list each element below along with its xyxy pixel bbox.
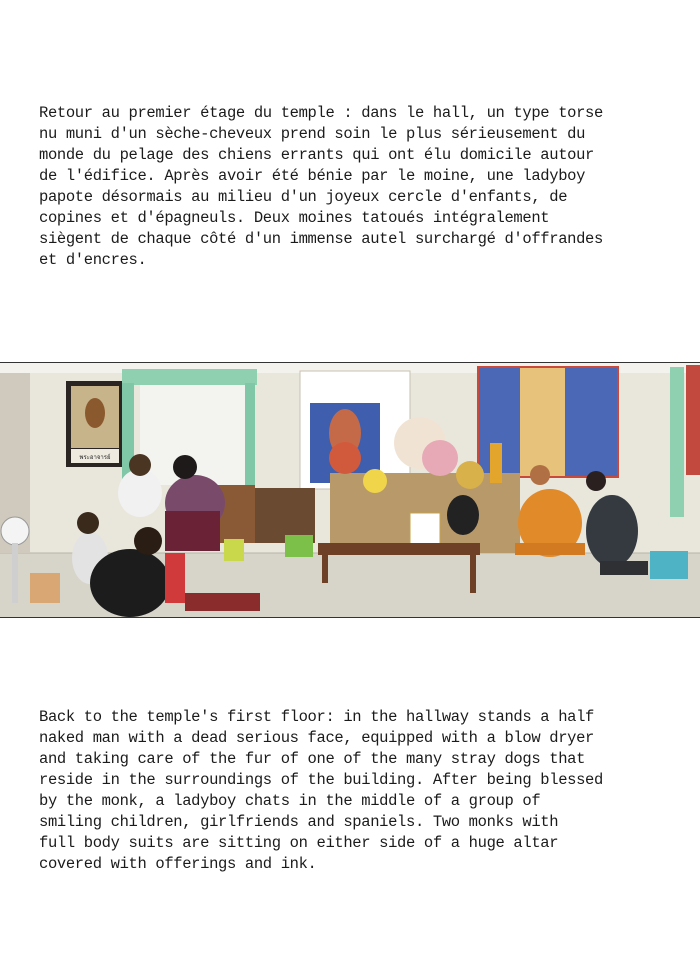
blue-stool — [650, 551, 688, 579]
temple-hall-photo — [0, 362, 700, 618]
framed-poster — [66, 381, 124, 467]
center-window — [300, 371, 410, 489]
green-curtain-right — [670, 367, 684, 517]
fan — [1, 517, 29, 545]
green-stool — [285, 535, 313, 557]
french-paragraph: Retour au premier étage du temple : dans le hall, un type torse nu muni d'un sèche-cheveux prend soin le plus sérieusement du monde du pelage des chiens errants qui ont élu domicile autour de l'édifice. Après avoir été bénie par le moine, une ladyboy papote désormais au milieu d'un joyeux cercle d'enfants, de copines et d'épagneuls. Deux moines tatoués intégralement siègent de chaque côté d'un immense autel surchargé d'offrandes et d'encres. — [39, 104, 603, 269]
english-paragraph: Back to the temple's first floor: in the hallway stands a half naked man with a dead serious face, equipped with a blow dryer and taking care of the fur of one of the many stray dogs that reside in the surroundings of the building. After being blessed by the monk, a ladyboy chats in the middle of a group of smiling children, girlfriends and spaniels. Two monks with full body suits are sitting on either side of a huge altar covered with offerings and ink. — [39, 708, 603, 873]
poster-caption: พระอาจารย์ — [79, 454, 111, 461]
